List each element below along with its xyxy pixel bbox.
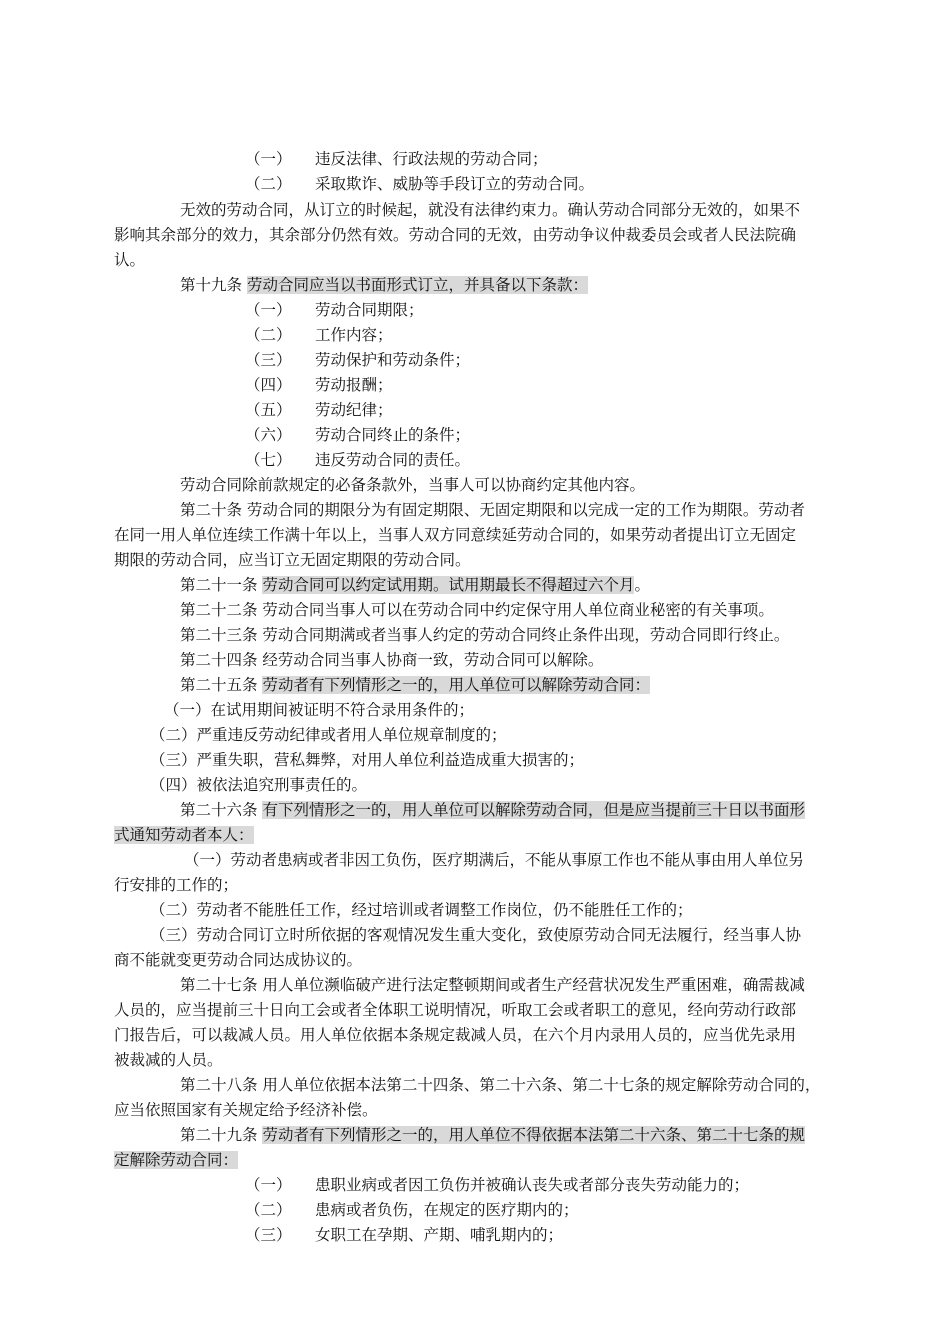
paragraph-line: 影响其余部分的效力，其余部分仍然有效。劳动合同的无效，由劳动争议仲裁委员会或者人民法院确 — [114, 226, 797, 244]
highlighted-text: 劳动合同应当以书面形式订立，并具备以下条款： — [246, 276, 588, 294]
paragraph-line: 第二十条 劳动合同的期限分为有固定期限、无固定期限和以完成一定的工作为期限。劳动者 — [180, 501, 805, 519]
article-29-heading: 第二十九条 劳动者有下列情形之一的，用人单位不得依据本法第二十六条、第二十七条的规 — [180, 1126, 805, 1144]
article-21-heading: 第二十一条 劳动合同可以约定试用期。试用期最长不得超过六个月。 — [180, 576, 650, 594]
paragraph-line: 人员的，应当提前三十日向工会或者全体职工说明情况，听取工会或者职工的意见，经向劳动行政部 — [114, 1001, 797, 1019]
list-item: （五） 劳动纪律； — [245, 401, 393, 419]
list-item: （四）被依法追究刑事责任的。 — [150, 776, 368, 794]
list-item: （三）劳动合同订立时所依据的客观情况发生重大变化，致使原劳动合同无法履行，经当事人协 — [150, 926, 802, 944]
list-item: （二） 工作内容； — [245, 326, 393, 344]
list-item: （七） 违反劳动合同的责任。 — [245, 451, 471, 469]
article-25-heading: 第二十五条 劳动者有下列情形之一的，用人单位可以解除劳动合同： — [180, 676, 650, 694]
paragraph-line: 第二十二条 劳动合同当事人可以在劳动合同中约定保守用人单位商业秘密的有关事项。 — [180, 601, 774, 619]
paragraph-line: 期限的劳动合同，应当订立无固定期限的劳动合同。 — [114, 551, 471, 569]
paragraph-line: 在同一用人单位连续工作满十年以上，当事人双方同意续延劳动合同的，如果劳动者提出订立无固定 — [114, 526, 797, 544]
highlighted-text: 劳动者有下列情形之一的，用人单位不得依据本法第二十六条、第二十七条的规 — [262, 1126, 805, 1144]
list-item: （一） 劳动合同期限； — [245, 301, 424, 319]
list-item: （三） 女职工在孕期、产期、哺乳期内的； — [245, 1226, 564, 1244]
paragraph-line: 第二十八条 用人单位依据本法第二十四条、第二十六条、第二十七条的规定解除劳动合同的， — [180, 1076, 821, 1094]
paragraph-line — [114, 823, 254, 847]
paragraph-line: 第二十四条 经劳动合同当事人协商一致，劳动合同可以解除。 — [180, 651, 604, 669]
list-item: （三） 劳动保护和劳动条件； — [245, 351, 471, 369]
paragraph-line: 第二十七条 用人单位濒临破产进行法定整顿期间或者生产经营状况发生严重困难，确需裁减 — [180, 976, 805, 994]
list-item: （三）严重失职，营私舞弊，对用人单位利益造成重大损害的； — [150, 751, 585, 769]
paragraph-line: 认。 — [114, 251, 146, 269]
paragraph-line: 劳动合同除前款规定的必备条款外，当事人可以协商约定其他内容。 — [180, 476, 646, 494]
article-19-heading: 第十九条 劳动合同应当以书面形式订立，并具备以下条款： — [180, 276, 588, 294]
highlighted-text: 式通知劳动者本人： — [114, 826, 254, 844]
highlighted-text: 劳动者有下列情形之一的，用人单位可以解除劳动合同： — [262, 676, 650, 694]
paragraph-line: 无效的劳动合同，从订立的时候起，就没有法律约束力。确认劳动合同部分无效的，如果不 — [180, 201, 801, 219]
list-item: （二） 采取欺诈、威胁等手段订立的劳动合同。 — [245, 175, 595, 193]
list-item: （二）严重违反劳动纪律或者用人单位规章制度的； — [150, 726, 507, 744]
list-item: （一） 违反法律、行政法规的劳动合同； — [245, 150, 548, 168]
paragraph-line: 商不能就变更劳动合同达成协议的。 — [114, 951, 363, 969]
highlighted-text: 定解除劳动合同： — [114, 1151, 239, 1169]
list-item: （四） 劳动报酬； — [245, 376, 393, 394]
paragraph-line — [114, 1148, 238, 1172]
article-26-heading: 第二十六条 有下列情形之一的，用人单位可以解除劳动合同，但是应当提前三十日以书面形 — [180, 801, 805, 819]
highlighted-text: 有下列情形之一的，用人单位可以解除劳动合同，但是应当提前三十日以书面形 — [262, 801, 805, 819]
highlighted-text: 劳动合同可以约定试用期。试用期最长不得超过六个月 — [262, 576, 635, 594]
list-item: （二） 患病或者负伤，在规定的医疗期内的； — [245, 1201, 579, 1219]
list-item: （二）劳动者不能胜任工作，经过培训或者调整工作岗位，仍不能胜任工作的； — [150, 901, 693, 919]
paragraph-line: 应当依照国家有关规定给予经济补偿。 — [114, 1101, 378, 1119]
paragraph-line: 第二十三条 劳动合同期满或者当事人约定的劳动合同终止条件出现，劳动合同即行终止。 — [180, 626, 790, 644]
paragraph-line: 门报告后，可以裁减人员。用人单位依据本条规定裁减人员，在六个月内录用人员的，应当优先录用 — [114, 1026, 797, 1044]
paragraph-line: 行安排的工作的； — [114, 876, 239, 894]
list-item: （一）劳动者患病或者非因工负伤，医疗期满后，不能从事原工作也不能从事由用人单位另 — [184, 851, 805, 869]
list-item: （一） 患职业病或者因工负伤并被确认丧失或者部分丧失劳动能力的； — [245, 1176, 750, 1194]
paragraph-line: 被裁减的人员。 — [114, 1051, 223, 1069]
list-item: （六） 劳动合同终止的条件； — [245, 426, 471, 444]
list-item: （一）在试用期间被证明不符合录用条件的； — [164, 701, 475, 719]
